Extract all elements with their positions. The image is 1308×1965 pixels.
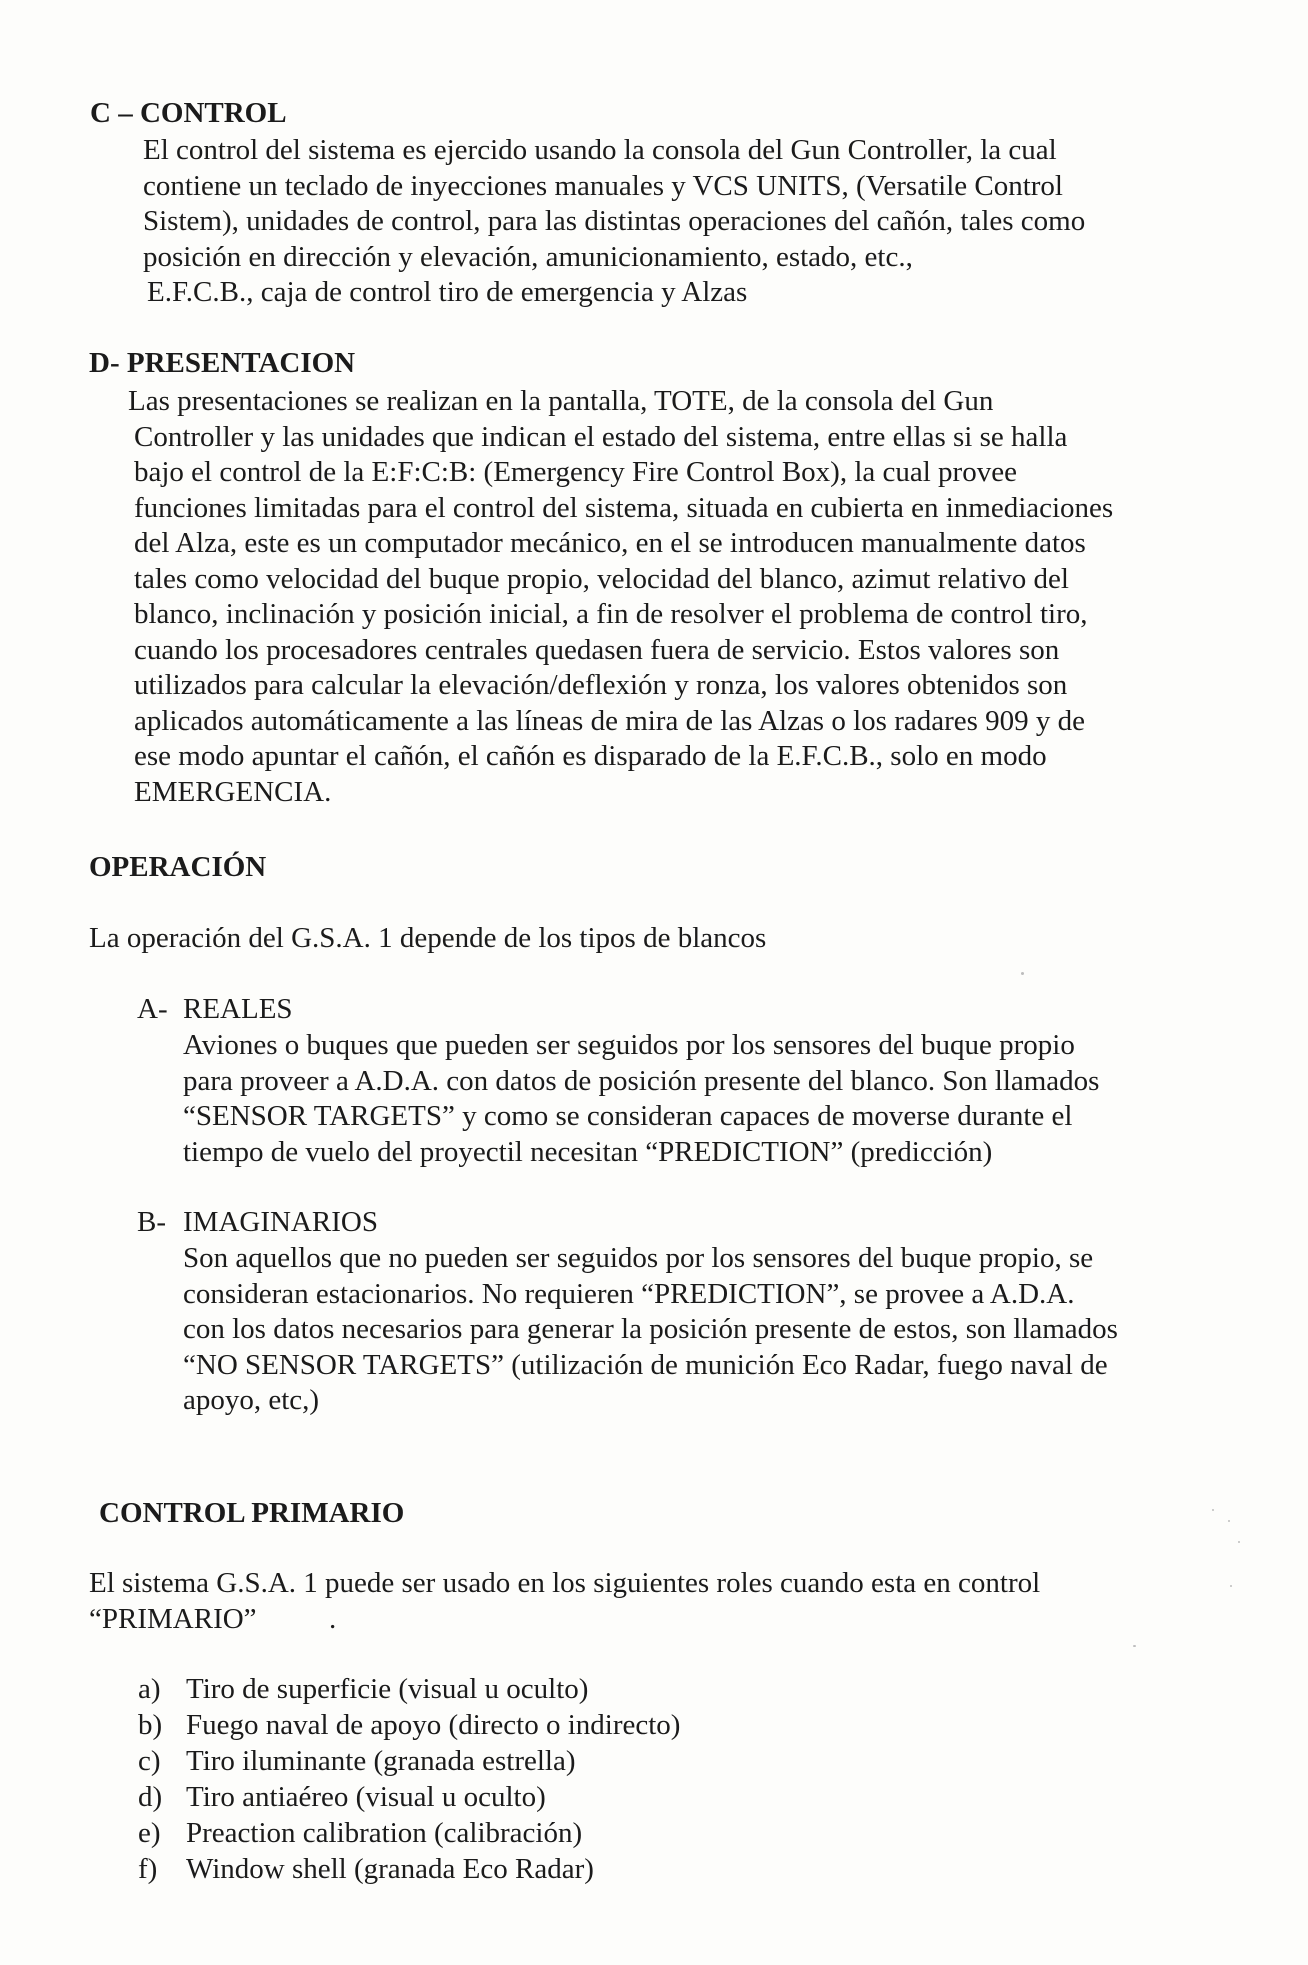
control-primario-intro: [89, 1566, 1040, 1637]
section-d-line: aplicados automáticamente a las líneas de mira de las Alzas o los radares 909 y de: [134, 704, 1086, 737]
list-marker: b): [138, 1709, 163, 1741]
section-d-line: tales como velocidad del buque propio, velocidad del blanco, azimut relativo del: [134, 562, 1069, 595]
scan-speck: [1212, 1509, 1214, 1511]
section-d-line: blanco, inclinación y posición inicial, a fin de resolver el problema de control tiro,: [134, 598, 1088, 630]
reales-line: Aviones o buques que pueden ser seguidos por los sensores del buque propio: [183, 1029, 1075, 1061]
reales-line: “SENSOR TARGETS” y como se consideran capaces de moverse durante el: [183, 1100, 1073, 1132]
section-d-line: EMERGENCIA.: [134, 775, 332, 808]
section-c-line: Sistem), unidades de control, para las distintas operaciones del cañón, tales como: [143, 205, 1086, 237]
scan-speck: [1228, 1520, 1230, 1522]
imaginarios-title: IMAGINARIOS: [183, 1206, 378, 1238]
section-c-line: contiene un teclado de inyecciones manuales y VCS UNITS, (Versatile Control: [143, 169, 1063, 202]
list-marker: d): [138, 1781, 163, 1813]
list-marker: a): [138, 1673, 161, 1705]
list-item: [138, 1815, 680, 1851]
operacion-intro: La operación del G.S.A. 1 depende de los tipos de blancos: [89, 922, 767, 954]
imaginarios-line: “NO SENSOR TARGETS” (utilización de munición Eco Radar, fuego naval de: [183, 1348, 1108, 1381]
list-item-text: Fuego naval de apoyo (directo o indirecto): [186, 1709, 681, 1741]
list-marker: f): [138, 1853, 158, 1885]
section-c-line: El control del sistema es ejercido usando la consola del Gun Controller, la cual: [143, 134, 1057, 166]
section-d-line: Controller y las unidades que indican el estado del sistema, entre ellas si se halla: [134, 420, 1068, 453]
section-d-line: del Alza, este es un computador mecánico, en el se introducen manualmente datos: [134, 527, 1086, 559]
section-d-line: utilizados para calcular la elevación/deflexión y ronza, los valores obtenidos son: [134, 669, 1068, 701]
section-c-line: posición en dirección y elevación, amunicionamiento, estado, etc.,: [143, 240, 913, 273]
control-primario-heading: CONTROL PRIMARIO: [99, 1497, 405, 1529]
imaginarios-marker: B-: [137, 1206, 166, 1238]
control-primario-line: El sistema G.S.A. 1 puede ser usado en los siguientes roles cuando esta en control: [89, 1567, 1041, 1599]
reales-paragraph: [183, 1028, 1099, 1170]
reales-marker: A-: [137, 993, 168, 1025]
section-c-line: E.F.C.B., caja de control tiro de emergencia y Alzas: [147, 276, 748, 308]
section-c-paragraph: [143, 133, 1085, 311]
scan-speck: [1230, 1585, 1232, 1587]
section-d-line: cuando los procesadores centrales quedasen fuera de servicio. Estos valores son: [134, 633, 1060, 666]
list-item: [138, 1851, 680, 1887]
list-item: [138, 1743, 680, 1779]
section-c-heading: C – CONTROL: [90, 97, 287, 129]
list-item: [138, 1671, 680, 1707]
list-item: [138, 1707, 680, 1743]
scan-speck: [1021, 972, 1024, 975]
list-item-text: Window shell (granada Eco Radar): [186, 1853, 594, 1885]
imaginarios-line: con los datos necesarios para generar la posición presente de estos, son llamados: [183, 1313, 1118, 1345]
list-marker: e): [138, 1817, 161, 1849]
control-primario-line: “PRIMARIO” .: [89, 1602, 337, 1635]
imaginarios-line: Son aquellos que no pueden ser seguidos por los sensores del buque propio, se: [183, 1242, 1094, 1274]
section-d-line: bajo el control de la E:F:C:B: (Emergency Fire Control Box), la cual provee: [134, 456, 1017, 488]
section-d-line: funciones limitadas para el control del sistema, situada en cubierta en inmediaciones: [134, 491, 1114, 524]
list-item-text: Tiro iluminante (granada estrella): [186, 1745, 576, 1777]
operacion-heading: OPERACIÓN: [89, 851, 267, 883]
list-item: [138, 1779, 680, 1815]
section-d-line: ese modo apuntar el cañón, el cañón es disparado de la E.F.C.B., solo en modo: [134, 740, 1047, 772]
reales-line: para proveer a A.D.A. con datos de posición presente del blanco. Son llamados: [183, 1064, 1100, 1097]
reales-line: tiempo de vuelo del proyectil necesitan “PREDICTION” (predicción): [183, 1135, 993, 1168]
section-d-paragraph: [128, 384, 1113, 810]
scan-speck: [1238, 1541, 1240, 1543]
scan-speck: [1133, 1645, 1136, 1647]
list-item-text: Tiro de superficie (visual u oculto): [186, 1673, 589, 1705]
imaginarios-paragraph: [183, 1241, 1118, 1419]
section-d-line: Las presentaciones se realizan en la pantalla, TOTE, de la consola del Gun: [128, 385, 994, 417]
list-item-text: Tiro antiaéreo (visual u oculto): [186, 1781, 546, 1813]
reales-title: REALES: [183, 993, 293, 1025]
list-item-text: Preaction calibration (calibración): [186, 1817, 583, 1849]
list-marker: c): [138, 1745, 161, 1777]
imaginarios-line: consideran estacionarios. No requieren “PREDICTION”, se provee a A.D.A.: [183, 1277, 1075, 1310]
imaginarios-line: apoyo, etc,): [183, 1384, 320, 1416]
section-d-heading: D- PRESENTACION: [89, 347, 356, 379]
roles-list: [138, 1671, 680, 1887]
